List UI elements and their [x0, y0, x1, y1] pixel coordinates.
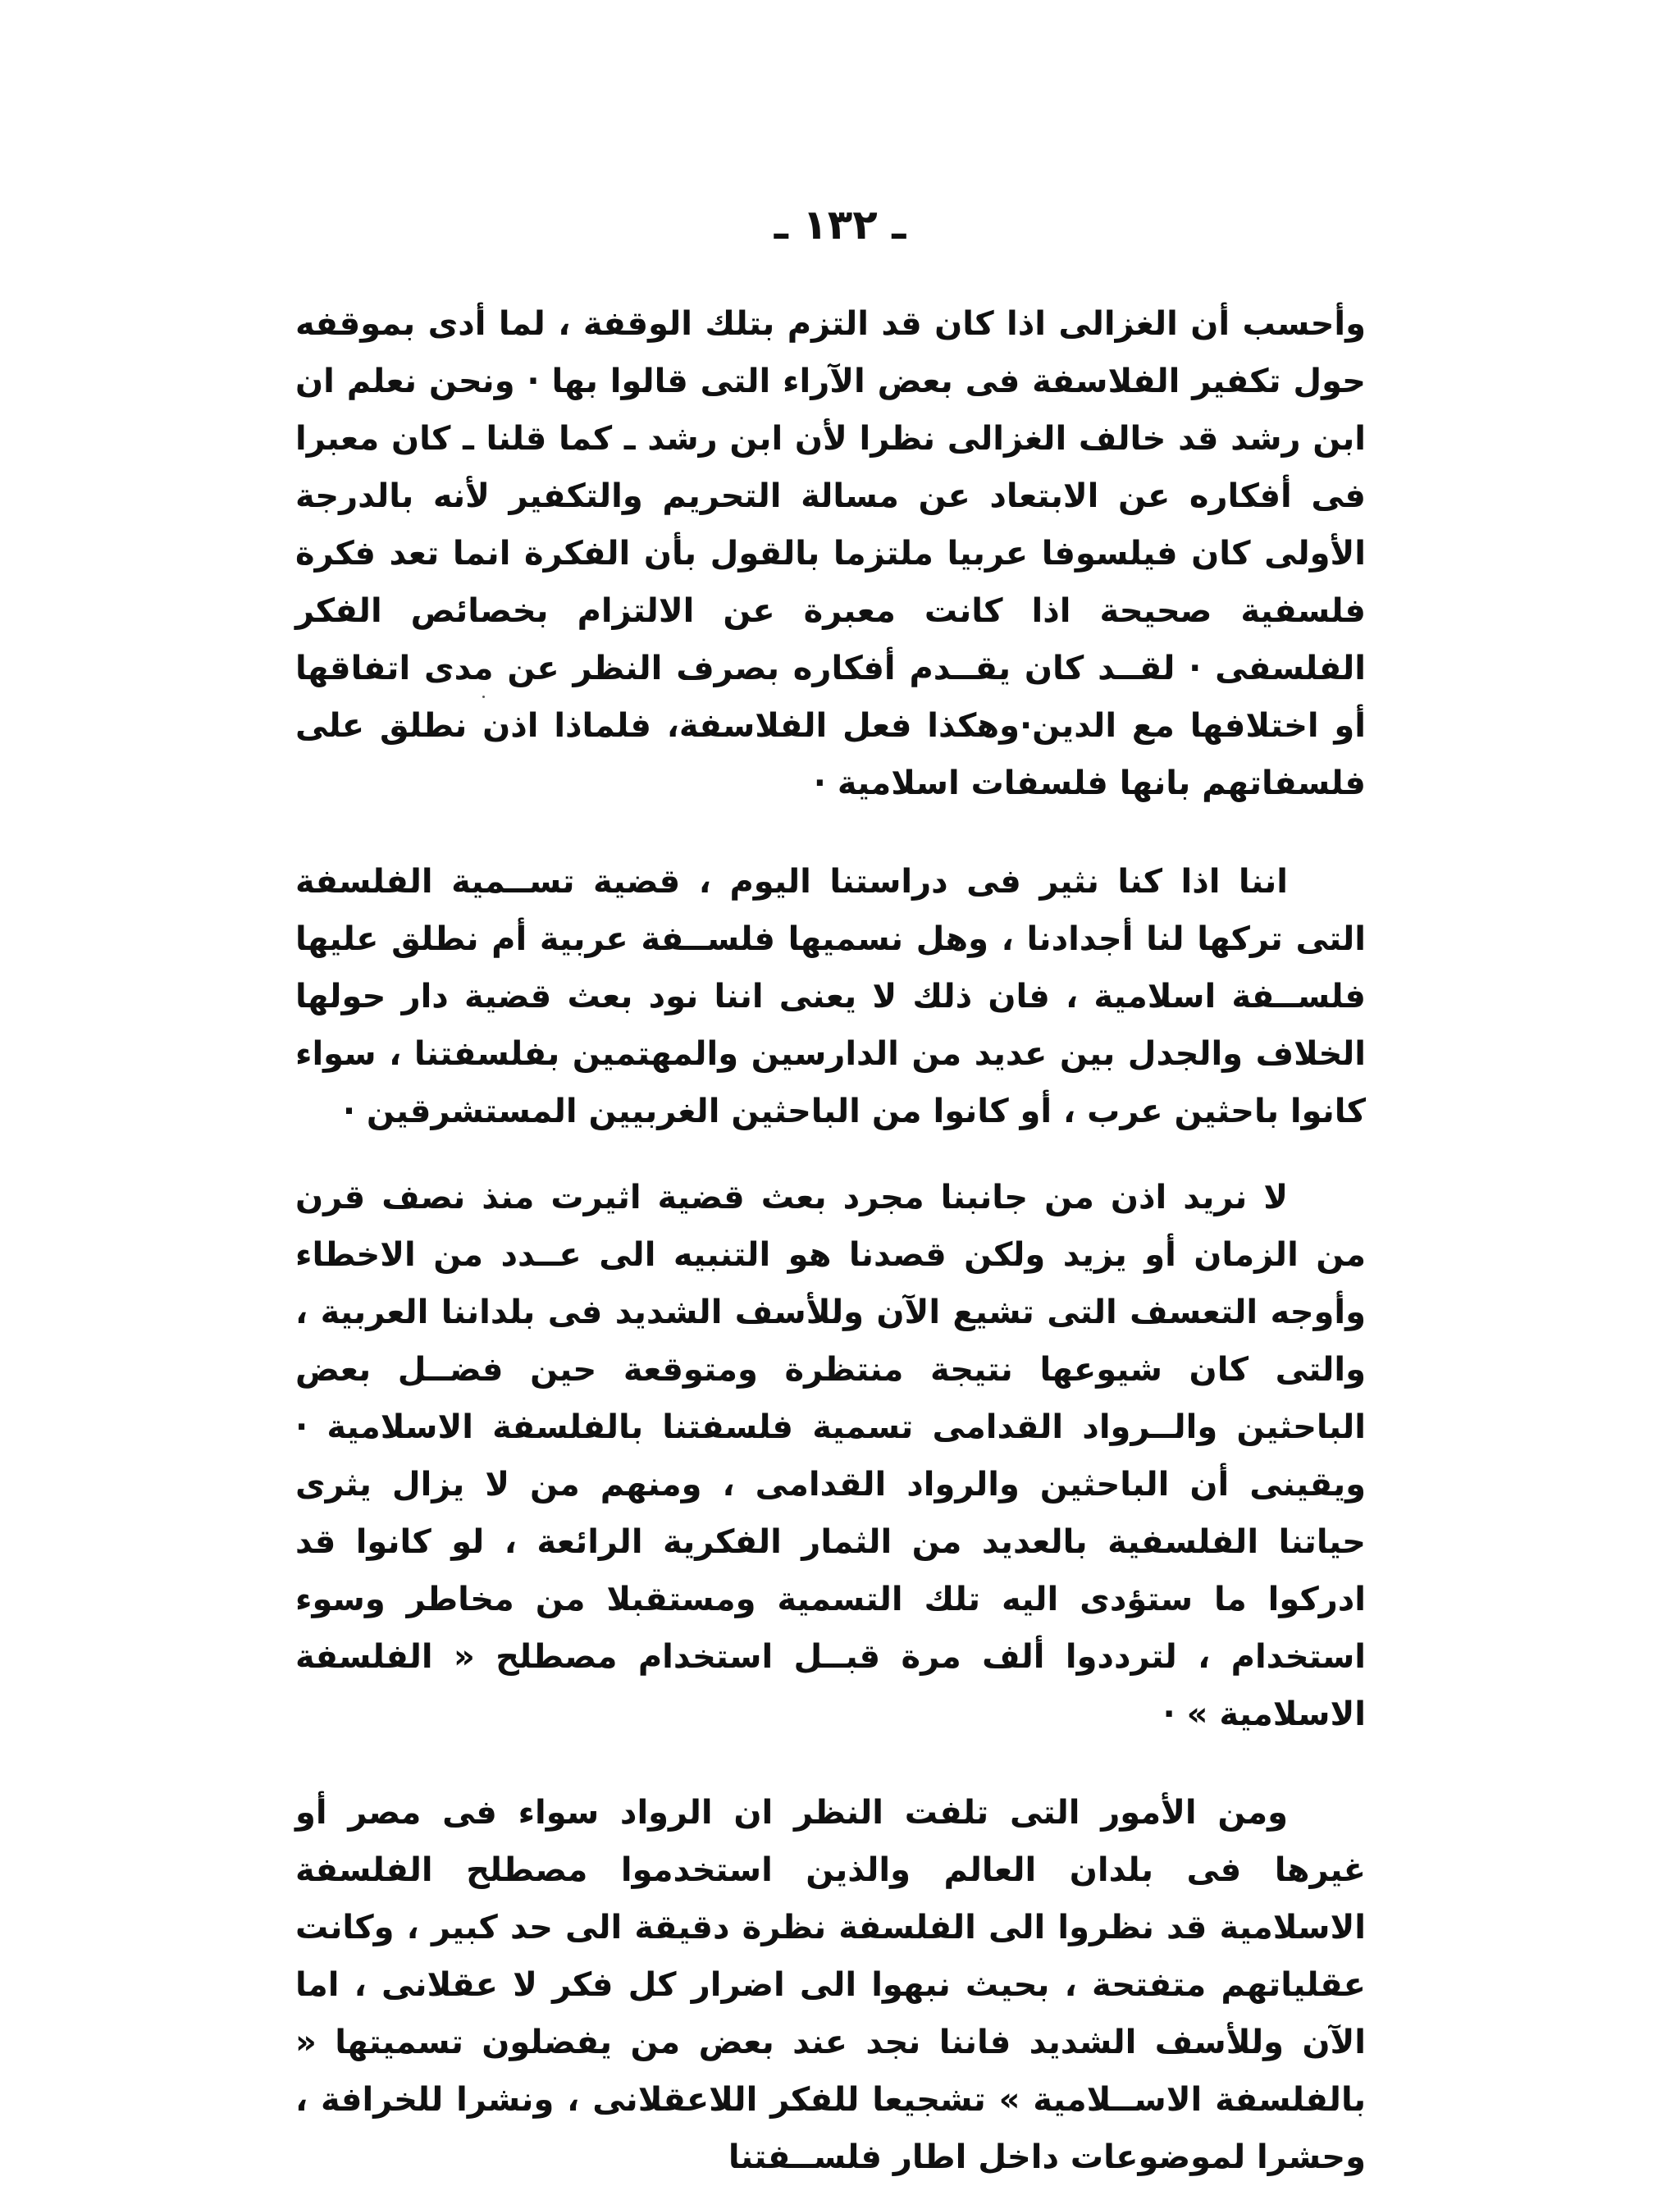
body-text	[295, 295, 1366, 2186]
paragraph-3: لا نريد اذن من جانبنا مجرد بعث قضية اثيرت منذ نصف قرن من الزمان أو يزيد ولكن قصدنا هو التنبيه الى عــدد من الاخطاء وأوجه التعسف التى تشيع الآن وللأسف الشديد فى بلداننا العربية ، والتى كان شيوعها نتيجة منتظرة ومتوقعة حين فضــل بعض الباحثين والــرواد القدامى تسمية فلسفتنا بالفلسفة الاسلامية · ويقينى أن الباحثين والرواد القدامى ، ومنهم من لا يزال يثرى حياتنا الفلسفية بالعديد من الثمار الفكرية الرائعة ، لو كانوا قد ادركوا ما ستؤدى اليه تلك التسمية ومستقبلا من مخاطر وسوء استخدام ، لترددوا ألف مرة قبــل استخدام مصطلح « الفلسفة الاسلامية » ·	[295, 1179, 1366, 1733]
page-number: ـ ١٣٢ ـ	[774, 201, 906, 249]
paragraph-1: وأحسب أن الغزالى اذا كان قد التزم بتلك الوقفة ، لما أدى بموقفه حول تكفير الفلاسفة فى بعض الآراء التى قالوا بها · ونحن نعلم ان ابن رشد قد خالف الغزالى نظرا لأن ابن رشد ـ كما قلنا ـ كان معبرا فى أفكاره عن الابتعاد عن مسالة التحريم والتكفير لأنه بالدرجة الأولى كان فيلسوفا عربيا ملتزما بالقول بأن الفكرة انما تعد فكرة فلسفية صحيحة اذا كانت معبرة عن الالتزام بخصائص الفكر الفلسفى · لقــد كان يقــدم أفكاره بصرف النظر عن مدى اتفاقها أو اختلافها مع الدين·وهكذا فعل الفلاسفة، فلماذا اذن نطلق على فلسفاتهم بانها فلسفات اسلامية ·	[295, 305, 1366, 802]
scan-speck	[482, 696, 485, 698]
paragraph-2: اننا اذا كنا نثير فى دراستنا اليوم ، قضية تســمية الفلسفة التى تركها لنا أجدادنا ، وهل نسميها فلســفة عربية أم نطلق عليها فلســفة اسلامية ، فان ذلك لا يعنى اننا نود بعث قضية دار حولها الخلاف والجدل بين عديد من الدارسين والمهتمين بفلسفتنا ، سواء كانوا باحثين عرب ، أو كانوا من الباحثين الغربيين المستشرقين ·	[295, 863, 1366, 1130]
paragraph-4: ومن الأمور التى تلفت النظر ان الرواد سواء فى مصر أو غيرها فى بلدان العالم والذين استخدموا مصطلح الفلسفة الاسلامية قد نظروا الى الفلسفة نظرة دقيقة الى حد كبير ، وكانت عقلياتهم متفتحة ، بحيث نبهوا الى اضرار كل فكر لا عقلانى ، اما الآن وللأسف الشديد فاننا نجد عند بعض من يفضلون تسميتها « بالفلسفة الاســلامية » تشجيعا للفكر اللاعقلانى ، ونشرا للخرافة ، وحشرا لموضوعات داخل اطار فلســفتنا	[295, 1794, 1366, 2176]
